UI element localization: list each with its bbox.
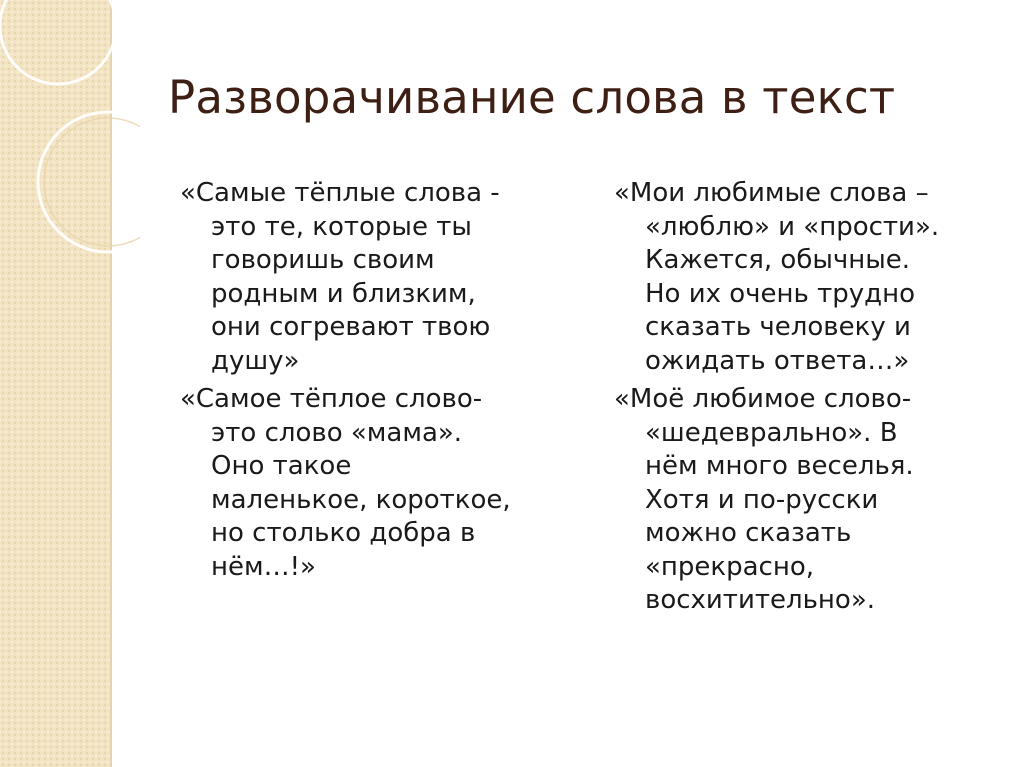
quote-line: Оно такое	[211, 451, 352, 481]
quote-paragraph	[180, 383, 590, 584]
decorative-ring-top	[0, 0, 116, 84]
quote-line: Кажется, обычные.	[645, 245, 911, 275]
quote-line: но столько добра в	[211, 518, 476, 548]
quote-line: Но их очень трудно	[645, 278, 916, 309]
quote-line: говоришь своим	[211, 245, 435, 275]
slide-title: Разворачивание слова в текст	[168, 71, 896, 124]
quote-line: можно сказать	[645, 518, 852, 548]
quote-line: это те, которые ты	[211, 211, 472, 242]
quote-line: они согревают твою	[211, 312, 491, 342]
quotes-column-left	[180, 177, 590, 589]
quote-paragraph	[614, 383, 1009, 618]
quotes-column-right	[614, 177, 1009, 623]
quote-line: «Самое тёплое слово-	[180, 384, 483, 414]
quote-line: «люблю» и «прости».	[645, 211, 940, 242]
quote-line: маленькое, короткое,	[211, 484, 511, 515]
decorative-ring-inner	[44, 118, 140, 246]
decorative-rings	[0, 0, 140, 260]
quote-paragraph	[614, 177, 1009, 378]
quote-line: душу»	[211, 345, 300, 376]
decorative-ring-large	[38, 112, 140, 252]
quote-line: ожидать ответа…»	[645, 345, 910, 376]
quote-line: восхитительно».	[645, 585, 876, 615]
quote-line: нём много веселья.	[645, 451, 914, 481]
quote-line: «Моё любимое слово-	[614, 384, 912, 414]
quote-paragraph	[180, 177, 590, 378]
quote-line: нём…!»	[211, 551, 316, 582]
quote-line: «Мои любимые слова –	[614, 178, 929, 208]
quote-line: сказать человеку и	[645, 312, 911, 342]
quote-line: родным и близким,	[211, 278, 476, 309]
quote-line: Хотя и по-русски	[645, 484, 879, 515]
quote-line: это слово «мама».	[211, 417, 463, 448]
quote-line: «шедеврально». В	[645, 417, 898, 448]
quote-line: «прекрасно,	[645, 551, 815, 582]
quote-line: «Самые тёплые слова -	[180, 178, 500, 208]
